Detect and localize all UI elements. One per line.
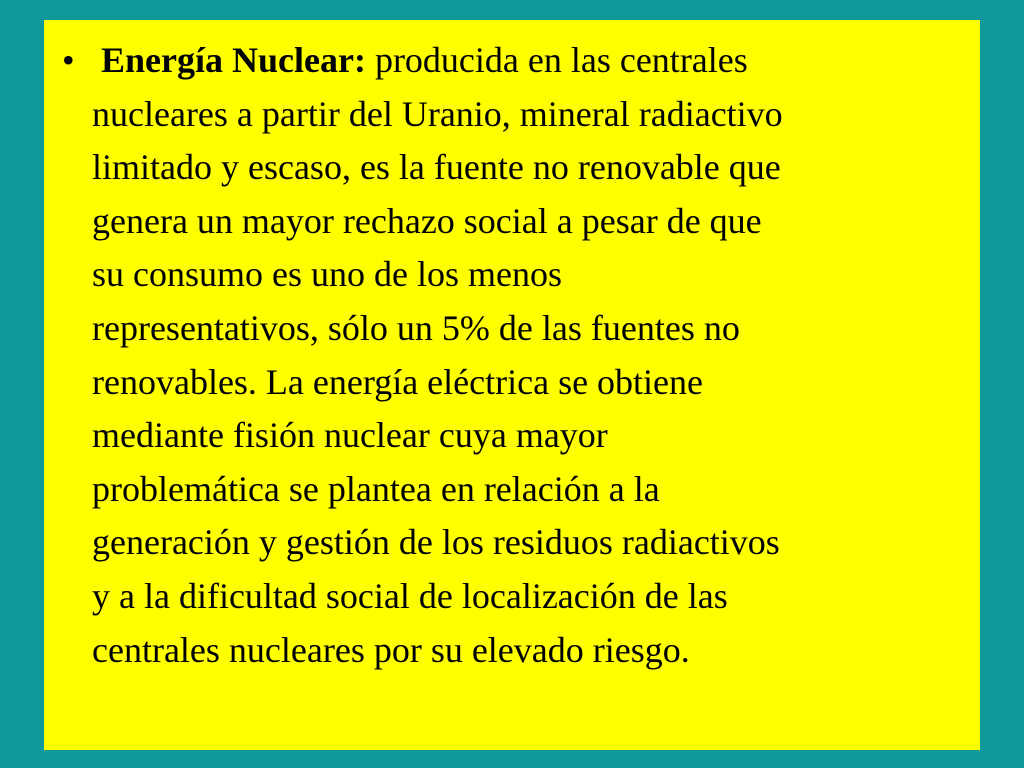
bullet-term: Energía Nuclear:: [101, 40, 366, 80]
text-line-7: renovables. La energía eléctrica se obtiene: [92, 361, 704, 402]
text-line-12: centrales nucleares por su elevado riesgo.: [92, 629, 690, 670]
bullet-item-nuclear-energy: [62, 34, 972, 677]
text-line-11: y a la dificultad social de localización de las: [92, 575, 728, 616]
slide-content-panel: [44, 20, 980, 750]
bullet-marker: •: [62, 40, 75, 80]
text-line-9: problemática se plantea en relación a la: [92, 468, 660, 509]
text-line-4: genera un mayor rechazo social a pesar de que: [92, 200, 762, 241]
text-line-8: mediante fisión nuclear cuya mayor: [92, 415, 608, 456]
text-line-10: generación y gestión de los residuos radiactivos: [92, 522, 780, 563]
bullet-line-1-text: producida en las centrales: [374, 40, 748, 80]
text-line-5: su consumo es uno de los menos: [92, 254, 562, 295]
text-line-1: [92, 34, 972, 88]
text-line-2: nucleares a partir del Uranio, mineral radiactivo: [92, 93, 783, 134]
text-line-3: limitado y escaso, es la fuente no renovable que: [92, 147, 781, 188]
text-line-6: representativos, sólo un 5% de las fuentes no: [92, 307, 740, 348]
